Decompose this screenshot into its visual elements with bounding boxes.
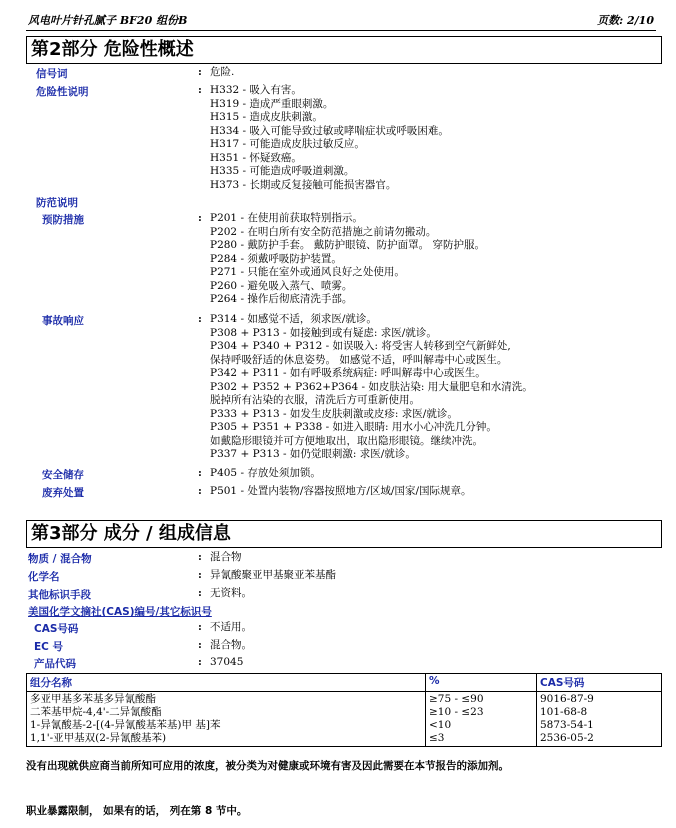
product-code-value: 37045 [210,656,244,668]
prevention-line: P260 - 避免吸入蒸气、喷雾。 [210,279,353,292]
cas-number-value: 不适用。 [210,621,252,633]
prevention-line: P271 - 只能在室外或通风良好之处使用。 [210,266,405,278]
other-identifier-label: 其他标识手段 [28,589,91,601]
component-percent: ≥10 - ≤23 [429,706,484,718]
cas-section-label: 美国化学文摘社(CAS)编号/其它标识号 [28,606,212,618]
response-label: 事故响应 [42,315,84,327]
response-line: P308 + P313 - 如接触到或有疑虑: 求医/就诊。 [210,326,437,339]
response-statements [210,313,533,462]
response-line: P314 - 如感觉不适，须求医/就诊。 [210,313,377,325]
prevention-line: P284 - 须戴呼吸防护装置。 [210,252,342,265]
hazard-line: H317 - 可能造成皮肤过敏反应。 [210,138,365,150]
component-cas: 101-68-8 [540,706,588,718]
component-percent: <10 [429,719,452,731]
hazard-statements-label: 危险性说明 [36,86,89,98]
page-number: 页数: 2/10 [597,14,654,27]
component-cas: 2536-05-2 [540,732,594,744]
prevention-line: P280 - 戴防护手套。 戴防护眼镜、防护面罩。 穿防护服。 [210,239,486,251]
precautionary-label: 防范说明 [36,197,78,209]
table-header-row [27,674,662,692]
response-line: P333 + P313 - 如发生皮肤刺激或皮疹: 求医/就诊。 [210,407,458,420]
component-names [27,692,426,747]
column-header-cas: CAS号码 [537,674,662,692]
product-name: 风电叶片针孔腻子 BF20 组份B [28,14,188,27]
hazard-line: H335 - 可能造成呼吸道刺激。 [210,165,355,177]
response-line: P302 + P352 + P362+P364 - 如皮肤沾染: 用大量肥皂和水清洗。 [210,380,533,393]
column-header-component: 组分名称 [27,674,426,692]
hazard-line: H351 - 怀疑致癌。 [210,151,302,164]
hazard-line: H373 - 长期或反复接触可能损害器官。 [210,178,397,191]
additives-note: 没有出现就供应商当前所知可应用的浓度，被分类为对健康或环境有害及因此需要在本节报告的添加剂。 [26,760,509,772]
other-identifier-value: 无资料。 [210,587,252,599]
storage-value: P405 - 存放处须加锁。 [210,467,321,479]
hazard-statements [210,84,449,192]
prevention-line: P201 - 在使用前获取特别指示。 [210,212,363,224]
chemical-name-label: 化学名 [28,571,60,583]
ec-number-label: EC 号 [34,641,64,653]
hazard-line: H319 - 造成严重眼刺激。 [210,97,334,110]
component-percent: ≤3 [429,732,445,744]
chemical-name-value: 异氰酸聚亚甲基聚亚苯基酯 [210,569,336,581]
prevention-statements [210,212,485,307]
response-line: P304 + P340 + P312 - 如误吸入: 将受害人转移到空气新鲜处, [210,340,511,352]
component-name: 1-异氰酸基-2-[(4-异氰酸基苯基)甲 基]苯 [30,719,221,731]
component-name: 二苯基甲烷-4,4'-二异氰酸酯 [30,706,162,718]
response-line: P342 + P311 - 如有呼吸系统病症: 呼叫解毒中心或医生。 [210,367,486,379]
composition-table [26,673,662,747]
table-row [27,692,662,747]
signal-word-label: 信号词 [36,68,68,80]
section2-title: 第2部分 危险性概述 [26,36,662,64]
hazard-line: H334 - 吸入可能导致过敏或哮喘症状或呼吸困难。 [210,124,449,137]
component-percents [426,692,537,747]
response-line: 如戴隐形眼镜并可方便地取出，取出隐形眼镜。继续冲洗。 [210,434,483,447]
column-header-percent: % [426,674,537,692]
exposure-limits-note: 职业暴露限制， 如果有的话， 列在第 8 节中。 [26,805,248,817]
response-line: P337 + P313 - 如仍觉眼刺激: 求医/就诊。 [210,448,416,460]
disposal-value: P501 - 处置内装物/容器按照地方/区域/国家/国际规章。 [210,485,472,497]
product-code-label: 产品代码 [34,658,76,670]
prevention-line: P202 - 在明白所有安全防范措施之前请勿搬动。 [210,225,437,238]
response-line: P305 + P351 + P338 - 如进入眼睛: 用水小心冲洗几分钟。 [210,421,497,433]
prevention-line: P264 - 操作后彻底清洗手部。 [210,293,353,305]
component-cas: 5873-54-1 [540,719,594,731]
ec-number-value: 混合物。 [210,639,252,651]
component-cas: 9016-87-9 [540,693,594,705]
response-line: 保持呼吸舒适的休息姿势。 如感觉不适，呼叫解毒中心或医生。 [210,353,508,366]
hazard-line: H332 - 吸入有害。 [210,84,302,96]
hazard-line: H315 - 造成皮肤刺激。 [210,111,323,123]
substance-label: 物质 / 混合物 [28,553,92,565]
disposal-label: 废弃处置 [42,487,84,499]
signal-word-value: 危险. [210,66,235,78]
substance-value: 混合物 [210,551,242,563]
response-line: 脱掉所有沾染的衣服，清洗后方可重新使用。 [210,394,420,406]
prevention-label: 预防措施 [42,214,84,226]
component-name: 1,1'-亚甲基双(2-异氰酸基苯) [30,732,167,744]
storage-label: 安全储存 [42,469,84,481]
section3-title: 第3部分 成分 / 组成信息 [26,520,662,548]
component-percent: ≥75 - ≤90 [429,693,484,705]
header-divider [26,30,656,31]
component-cas-numbers [537,692,662,747]
cas-number-label: CAS号码 [34,623,79,635]
component-name: 多亚甲基多苯基多异氰酸酯 [30,693,156,705]
